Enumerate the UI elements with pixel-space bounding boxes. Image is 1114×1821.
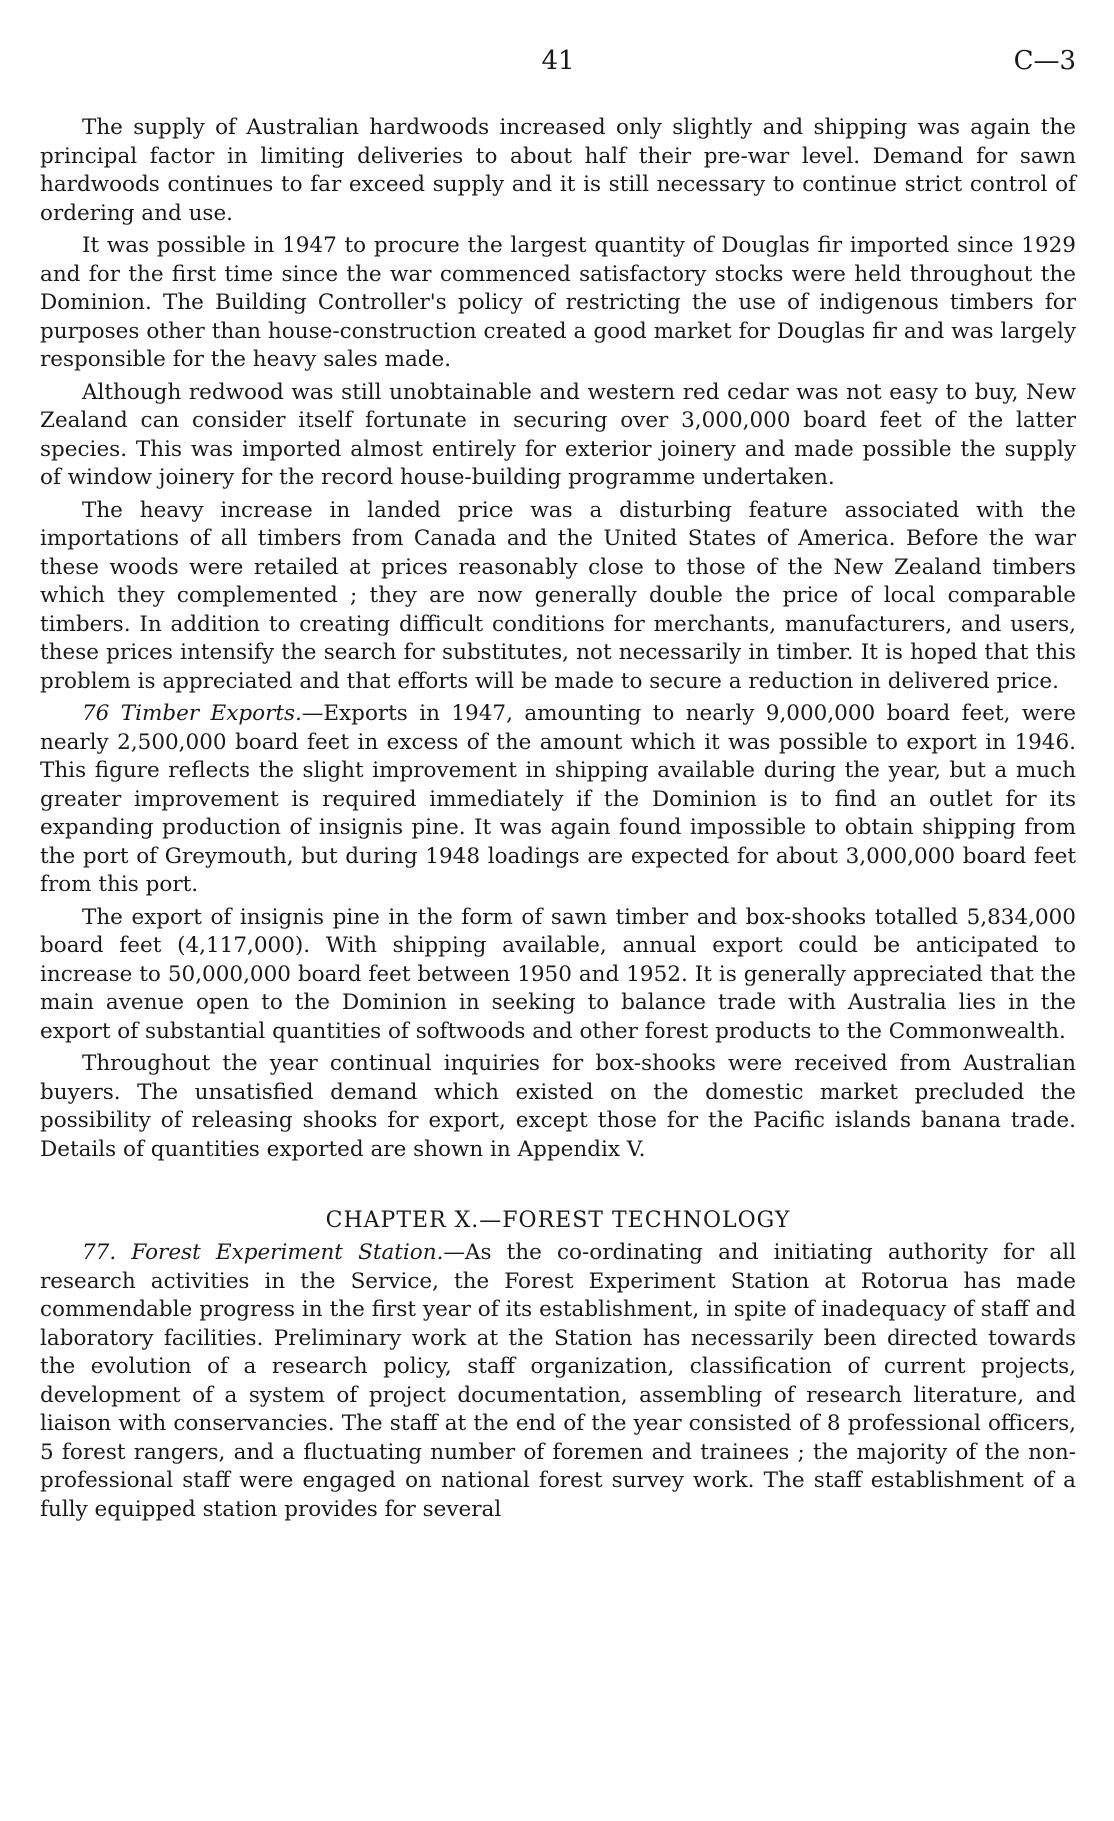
paragraph-text: —As the co-ordinating and initiating authority for all research activities in the Service, the Forest Experiment Station at Rotorua has made commendable progress in the first year of its establishment, in spite of inadequacy of staff and laboratory facilities. Preliminary work at the Station has necessarily been directed towards the evolution of a research policy, staff organization, classification of current projects, development of a system of project documentation, assembling of research literature, and liaison with conservancies. The staff at the end of the year consisted of 8 professional officers, 5 forest rangers, and a fluctuating number of foremen and trainees ; the majority of the non-professional staff were engaged on national forest survey work. The staff establishment of a fully equipped station provides for several [40,1240,1076,1522]
paragraph-text: Although redwood was still unobtainable and western red cedar was not easy to buy, New Zealand can consider itself fortunate in securing over 3,000,000 board feet of the latter species. This was imported almost entirely for exterior joinery and made possible the supply of window joinery for the record house-building programme undertaken. [40,379,1076,490]
paragraph-insignis-export [40,904,1076,1047]
paragraph-text: The export of insignis pine in the form of sawn timber and box-shooks totalled 5,834,000 board feet (4,117,000). With shipping available, annual export could be anticipated to increase to 50,000,000 board feet between 1950 and 1952. It is generally appreciated that the main avenue open to the Dominion in seeking to balance trade with Australia lies in the export of substantial quantities of softwoods and other forest products to the Commonwealth. [40,904,1076,1044]
section-label-forest-experiment-station: 77. Forest Experiment Station. [82,1240,444,1265]
paragraph-forest-experiment-station [40,1239,1076,1524]
paragraph-text: The heavy increase in landed price was a disturbing feature associated with the importations of all timbers from Canada and the United States of America. Before the war these woods were retailed at prices reasonably close to those of the New Zealand timbers which they complemented ; they are now generally double the price of local comparable timbers. In addition to creating difficult conditions for merchants, manufacturers, and users, these prices intensify the search for substitutes, not necessarily in timber. It is hoped that this problem is appreciated and that efforts will be made to secure a reduction in delivered price. [40,497,1076,694]
paragraph-landed-price [40,497,1076,697]
paragraph-box-shooks [40,1050,1076,1164]
document-reference: C—3 [1013,46,1076,76]
paragraph-text: It was possible in 1947 to procure the largest quantity of Douglas fir imported since 1929 and for the first time since the war commenced satisfactory stocks were held throughout the Dominion. The Building Controller's policy of restricting the use of indigenous timbers for purposes other than house-construction created a good market for Douglas fir and was largely responsible for the heavy sales made. [40,233,1076,372]
section-label-timber-exports: 76 Timber Exports. [82,701,302,726]
body-text [40,114,1076,1528]
paragraph-hardwood-supply [40,114,1076,228]
paragraph-douglas-fir [40,232,1076,375]
paragraph-text: Throughout the year continual inquiries for box-shooks were received from Australian buyers. The unsatisfied demand which existed on the domestic market precluded the possibility of releasing shooks for export, except those for the Pacific islands banana trade. Details of quantities exported are shown in Appendix V. [40,1051,1076,1162]
paragraph-timber-exports [40,700,1076,900]
paragraph-text: —Exports in 1947, amounting to nearly 9,000,000 board feet, were nearly 2,500,000 board feet in excess of the amount which it was possible to export in 1946. This figure reflects the slight improvement in shipping available during the year, but a much greater improvement is required immediately if the Dominion is to find an outlet for its expanding production of insignis pine. It was again found impossible to obtain shipping from the port of Greymouth, but during 1948 loadings are expected for about 3,000,000 board feet from this port. [40,701,1076,897]
page-header [40,46,1076,82]
paragraph-redwood-cedar [40,379,1076,493]
paragraph-text: The supply of Australian hardwoods increased only slightly and shipping was again the principal factor in limiting deliveries to about half their pre-war level. Demand for sawn hardwoods continues to far exceed supply and it is still necessary to continue strict control of ordering and use. [40,115,1076,226]
page-number: 41 [541,46,575,76]
chapter-title: CHAPTER X.—FOREST TECHNOLOGY [325,1208,791,1233]
